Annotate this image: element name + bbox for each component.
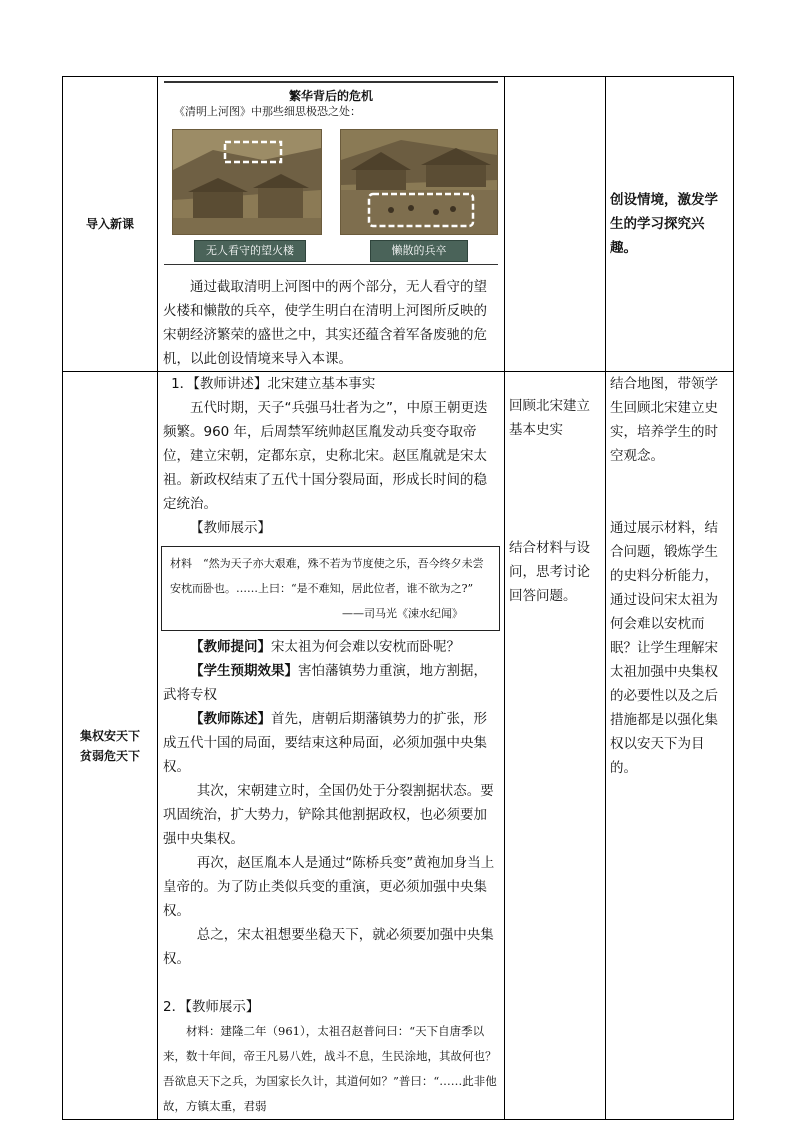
material1-source: ——司马光《涑水纪闻》 (342, 607, 463, 620)
student-cell-main (505, 372, 606, 1120)
expect-label: 【学生预期效果】 (190, 663, 298, 679)
expect-text: 害怕藩镇势力重演，地方割据，武将专权 (163, 663, 487, 703)
caption-left: 无人看守的望火楼 (194, 240, 306, 262)
blank-line (158, 971, 504, 995)
paragraph-2: 其次，宋朝建立时，全国仍处于分裂割据状态。要巩固统治，扩大势力，铲除其他割据政权，也必须要加强中央集权。 (163, 783, 494, 847)
section1-body: 五代时期，天子“兵强马壮者为之”，中原王朝更迭频繁。960 年，后周禁军统帅赵匡胤发动兵变夺取帝位，建立宋朝，定都东京，史称北宋。赵匡胤就是宋太祖。新政权结束了五代十国分裂局面，形成长时间的稳定统治。 (163, 400, 488, 512)
material1-text: 材料 “然为天子亦大艰难，殊不若为节度使之乐，吾今终夕未尝安枕而卧也。……上曰：“是不难知，居此位者，谁不欲为之?” (170, 557, 484, 595)
material-box-1 (161, 546, 500, 631)
painting-watchtower-image (172, 129, 322, 235)
design-intent-b: 通过展示材料，结合问题，锻炼学生的史料分析能力，通过设问宋太祖为何会难以安枕而眠？让学生理解宋太祖加强中央集权的必要性以及之后措施都是以强化集权以安天下为目的。 (610, 520, 718, 776)
table-row-main (63, 372, 734, 1120)
explain-text: 首先，唐朝后期藩镇势力的扩张，形成五代十国的局面，要结束这种局面，必须加强中央集权。 (163, 711, 487, 775)
paragraph-4: 总之，宋太祖想要坐稳天下，就必须要加强中央集权。 (163, 927, 494, 967)
divider (164, 264, 498, 265)
stage-label: 导入新课 (85, 217, 134, 231)
intent-cell-main (606, 372, 734, 1120)
image-title: 繁华背后的危机 (288, 89, 373, 103)
section1-heading: 1．【教师讲述】北宋建立基本事实 (171, 376, 376, 392)
intro-body: 通过截取清明上河图中的两个部分，无人看守的望火楼和懒散的兵卒，使学生明白在清明上河图所反映的宋朝经济繁荣的盛世之中，其实还蕴含着军备废驰的危机，以此创设情境来导入本课。 (163, 279, 487, 367)
student-activity-a: 回顾北宋建立基本史实 (509, 398, 590, 438)
caption-right: 懒散的兵卒 (370, 240, 468, 262)
student-activity-b: 结合材料与设问，思考讨论回答问题。 (509, 540, 590, 604)
stage-cell-main (63, 372, 158, 1120)
material2-text: 材料：建隆二年（961），太祖召赵普问曰：“天下自唐季以来，数十年间，帝王凡易八姓，战斗不息，生民涂地，其故何也？吾欲息天下之兵，为国家长久计，其道何如？”普曰：“……此非他故，方镇太重，君弱 (163, 1024, 497, 1113)
table-row-intro (63, 77, 734, 372)
stage-cell-intro (63, 77, 158, 372)
teacher-question (158, 635, 504, 659)
student-expectation (158, 659, 504, 707)
design-intent: 创设情境，激发学生的学习探究兴趣。 (610, 192, 718, 256)
painting-soldiers-image (340, 129, 498, 235)
intent-cell-intro (606, 77, 734, 372)
intro-image-block (164, 81, 498, 271)
ask-text: 宋太祖为何会难以安枕而卧呢？ (271, 639, 460, 655)
stage-label-line2: 贫弱危天下 (79, 748, 140, 763)
design-intent-a: 结合地图，带领学生回顾北宋建立史实，培养学生的时空观念。 (610, 376, 718, 464)
lesson-plan-table (62, 76, 734, 1120)
teacher-explanation (158, 707, 504, 779)
content-cell-intro (158, 77, 505, 372)
explain-label: 【教师陈述】 (190, 711, 271, 727)
show-label: 【教师展示】 (190, 520, 271, 536)
student-cell-intro (505, 77, 606, 372)
section2-heading: 2．【教师展示】 (163, 999, 260, 1015)
content-cell-main (158, 372, 505, 1120)
ask-label: 【教师提问】 (190, 639, 271, 655)
stage-label-line1: 集权安天下 (79, 728, 140, 743)
image-subtitle: 《清明上河图》中那些细思极恐之处： (174, 105, 361, 118)
paragraph-3: 再次，赵匡胤本人是通过“陈桥兵变”黄袍加身当上皇帝的。为了防止类似兵变的重演，更必须加强中央集权。 (163, 855, 495, 919)
